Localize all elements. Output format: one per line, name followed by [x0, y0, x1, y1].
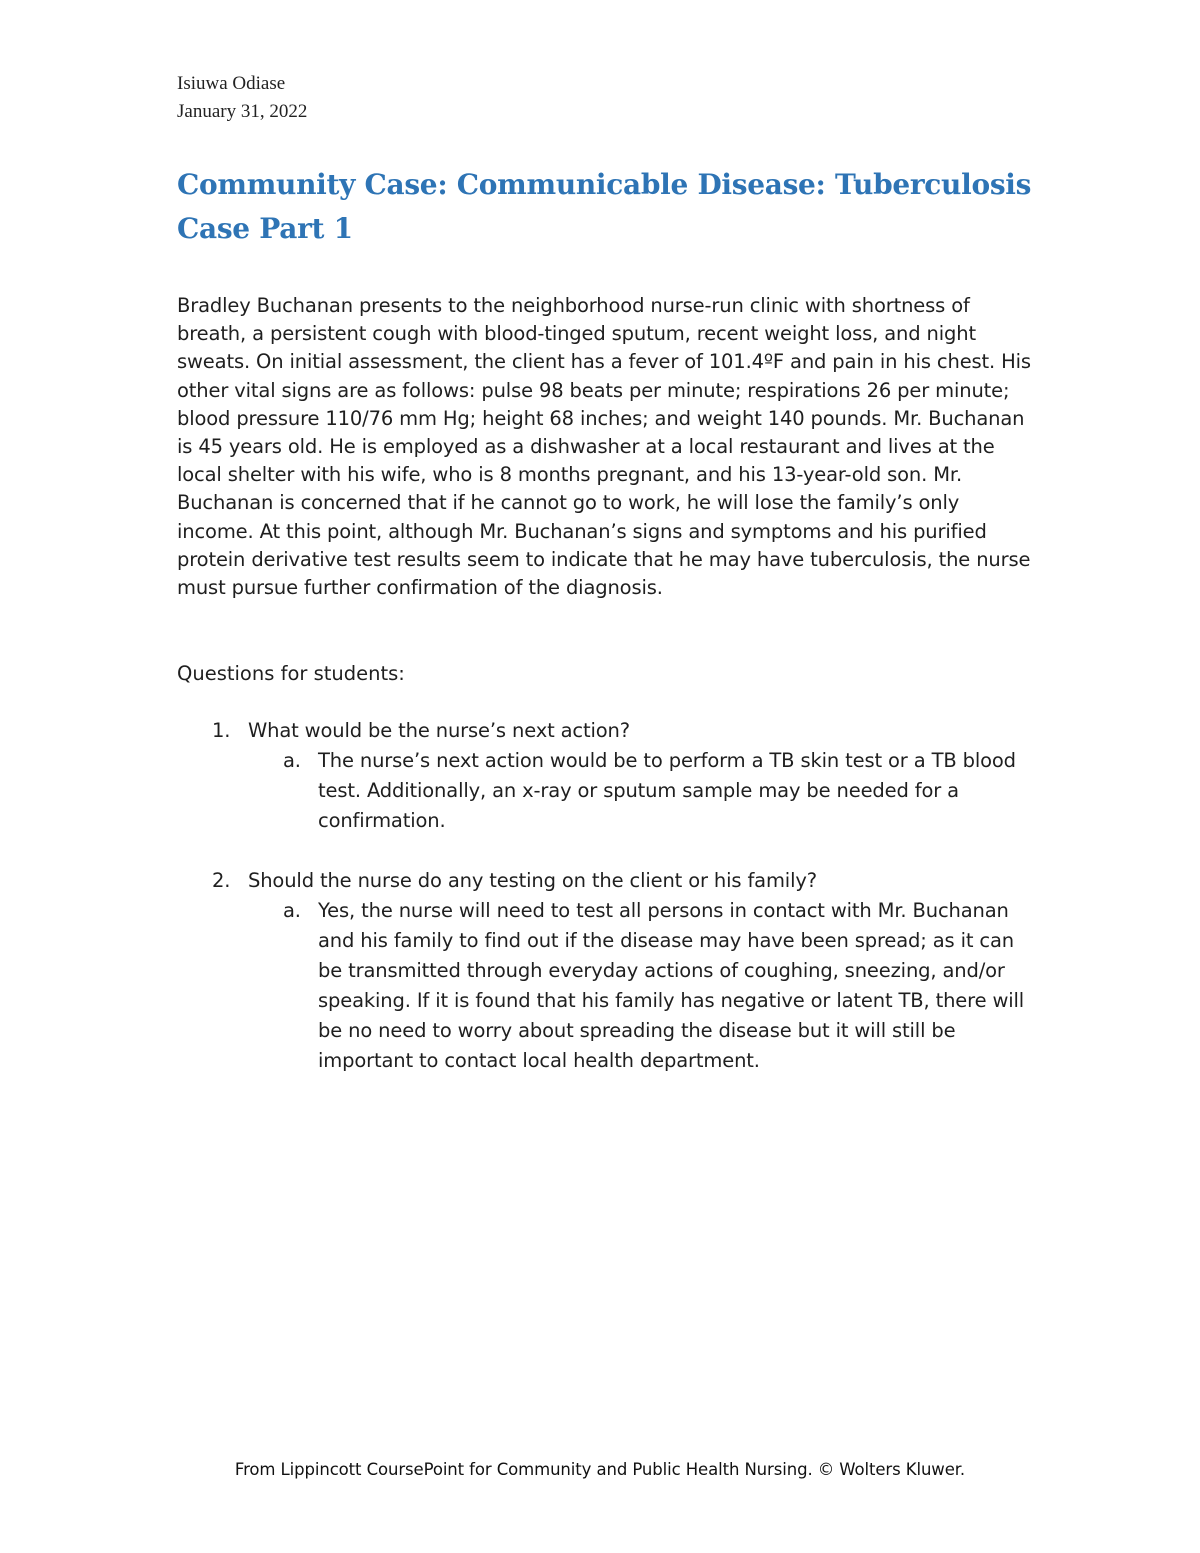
questions-label: Questions for students:	[177, 662, 405, 685]
answer-row	[177, 746, 1037, 836]
answer-text: Yes, the nurse will need to test all persons in contact with Mr. Buchanan and his family to find out if the disease may have been spread; as it can be transmitted through everyday actions of coughing, sneezing, and/or speaking. If it is found that his family has negative or latent TB, there will be no need to worry about spreading the disease but it will still be important to contact local health department.	[318, 899, 1025, 1072]
case-paragraph: Bradley Buchanan presents to the neighborhood nurse-run clinic with shortness of breath, a persistent cough with blood-tinged sputum, recent weight loss, and night sweats. On initial assessment, the client has a fever of 101.4ºF and pain in his chest. His other vital signs are as follows: pulse 98 beats per minute; respirations 26 per minute; blood pressure 110/76 mm Hg; height 68 inches; and weight 140 pounds. Mr. Buchanan is 45 years old. He is employed as a dishwasher at a local restaurant and lives at the local shelter with his wife, who is 8 months pregnant, and his 13-year-old son. Mr. Buchanan is concerned that if he cannot go to work, he will lose the family’s only income. At this point, although Mr. Buchanan’s signs and symptoms and his purified protein derivative test results seem to indicate that he may have tuberculosis, the nurse must pursue further confirmation of the diagnosis.	[177, 294, 1031, 600]
question-row	[177, 716, 1037, 746]
document-header	[177, 70, 307, 126]
author-name: Isiuwa Odiase	[177, 73, 286, 94]
answer-row	[177, 896, 1037, 1076]
title-line-2: Case Part 1	[177, 212, 353, 245]
question-item	[177, 866, 1037, 1076]
page-footer: From Lippincott CoursePoint for Community and Public Health Nursing. © Wolters Kluwer.	[234, 1460, 966, 1479]
title-line-1: Community Case: Communicable Disease: Tuberculosis	[177, 168, 1032, 201]
question-row	[177, 866, 1037, 896]
question-text: Should the nurse do any testing on the client or his family?	[248, 869, 817, 892]
answer-text: The nurse’s next action would be to perform a TB skin test or a TB blood test. Additionally, an x-ray or sputum sample may be needed for a confirmation.	[318, 749, 1016, 832]
document-title	[177, 163, 1057, 251]
question-number: 2.	[212, 869, 231, 892]
document-date: January 31, 2022	[177, 101, 308, 122]
answer-letter: a.	[283, 899, 301, 922]
question-text: What would be the nurse’s next action?	[248, 719, 630, 742]
answer-letter: a.	[283, 749, 301, 772]
question-number: 1.	[212, 719, 231, 742]
question-item	[177, 716, 1037, 836]
